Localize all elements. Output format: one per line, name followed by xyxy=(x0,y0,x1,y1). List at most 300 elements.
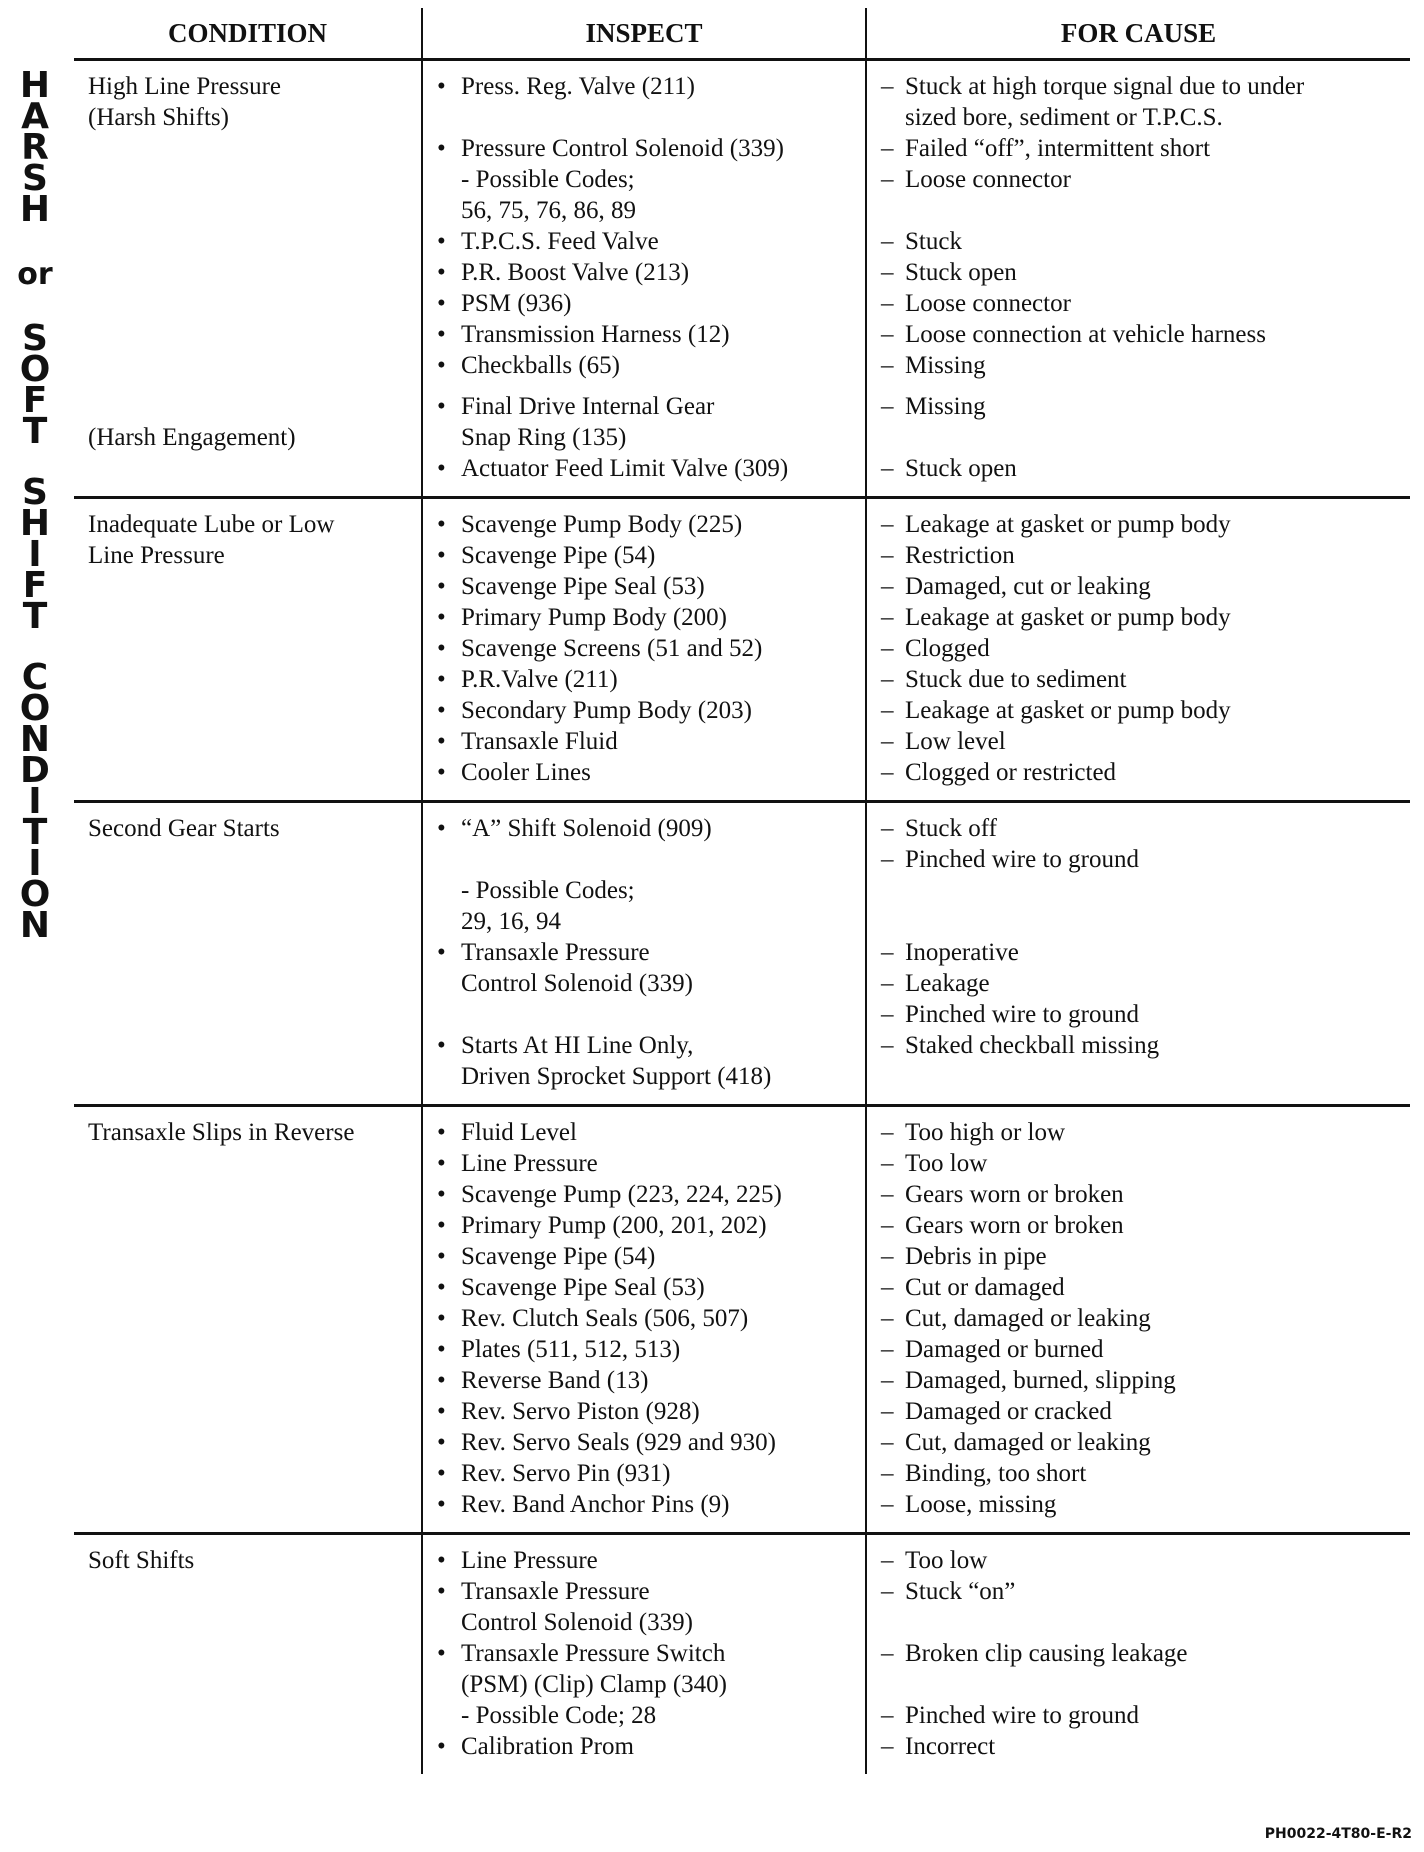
inspect-text: Transaxle Pressure Switch xyxy=(461,1640,726,1667)
header-condition: CONDITION xyxy=(74,8,422,60)
bullet-icon: • xyxy=(437,1398,446,1425)
cause-item xyxy=(881,571,1396,602)
figure-code: PH0022-4T80-E-R2 xyxy=(1264,1826,1412,1842)
bullet-icon: • xyxy=(437,1733,446,1760)
inspect-text: Actuator Feed Limit Valve (309) xyxy=(461,455,789,482)
cause-cell xyxy=(866,1534,1410,1775)
bullet-icon: • xyxy=(437,635,446,662)
cause-text: Too low xyxy=(905,1547,988,1574)
inspect-cell xyxy=(422,1106,866,1534)
inspect-item xyxy=(437,968,851,999)
spacer xyxy=(437,381,851,391)
dash-icon: – xyxy=(881,815,894,842)
cause-text: Too high or low xyxy=(905,1119,1066,1146)
inspect-text: Starts At HI Line Only, xyxy=(461,1032,694,1059)
cause-item xyxy=(881,257,1396,288)
inspect-text: Transaxle Fluid xyxy=(461,728,618,755)
spacer xyxy=(437,999,851,1030)
bullet-icon: • xyxy=(437,542,446,569)
bullet-icon: • xyxy=(437,573,446,600)
header-for-cause: FOR CAUSE xyxy=(866,8,1410,60)
cause-text: Stuck open xyxy=(905,455,1017,482)
inspect-text: Checkballs (65) xyxy=(461,352,620,379)
inspect-item xyxy=(437,1179,851,1210)
side-word-soft: S O F T xyxy=(19,318,51,452)
cause-item xyxy=(881,1427,1396,1458)
cause-text: Staked checkball missing xyxy=(905,1032,1160,1059)
bullet-icon: • xyxy=(437,511,446,538)
cause-text: Leakage at gasket or pump body xyxy=(905,604,1231,631)
inspect-item xyxy=(437,695,851,726)
dash-icon: – xyxy=(881,1032,894,1059)
inspect-item xyxy=(437,1427,851,1458)
diagnosis-table xyxy=(74,8,1410,1774)
bullet-icon: • xyxy=(437,1032,446,1059)
bullet-icon: • xyxy=(437,135,446,162)
cause-item xyxy=(881,664,1396,695)
cause-item xyxy=(881,164,1396,195)
inspect-text: Scavenge Pipe (54) xyxy=(461,542,656,569)
condition-text xyxy=(88,381,407,412)
spacer xyxy=(881,1669,1396,1700)
inspect-text: (PSM) (Clip) Clamp (340) xyxy=(461,1671,727,1698)
inspect-text: Line Pressure xyxy=(461,1150,598,1177)
inspect-text: Scavenge Pipe Seal (53) xyxy=(461,1274,705,1301)
condition-cell xyxy=(74,802,422,1106)
condition-text xyxy=(88,319,407,350)
cause-item xyxy=(881,1396,1396,1427)
bullet-icon: • xyxy=(437,228,446,255)
bullet-icon: • xyxy=(437,939,446,966)
cause-text: Pinched wire to ground xyxy=(905,1001,1139,1028)
inspect-item xyxy=(437,937,851,968)
bullet-icon: • xyxy=(437,455,446,482)
cause-text: Incorrect xyxy=(905,1733,996,1760)
dash-icon: – xyxy=(881,1243,894,1270)
cause-item xyxy=(881,102,1396,133)
condition-cell xyxy=(74,498,422,802)
spacer xyxy=(437,844,851,875)
cause-item xyxy=(881,1303,1396,1334)
dash-icon: – xyxy=(881,290,894,317)
cause-text: Pinched wire to ground xyxy=(905,1702,1139,1729)
bullet-icon: • xyxy=(437,1547,446,1574)
inspect-item xyxy=(437,602,851,633)
cause-text: Missing xyxy=(905,352,986,379)
cause-item xyxy=(881,1638,1396,1669)
inspect-text: Rev. Servo Seals (929 and 930) xyxy=(461,1429,776,1456)
cause-item xyxy=(881,226,1396,257)
inspect-text: Transaxle Pressure xyxy=(461,939,650,966)
spacer xyxy=(881,875,1396,906)
dash-icon: – xyxy=(881,455,894,482)
dash-icon: – xyxy=(881,1212,894,1239)
inspect-item xyxy=(437,1303,851,1334)
inspect-item xyxy=(437,757,851,788)
bullet-icon: • xyxy=(437,1243,446,1270)
inspect-text: Fluid Level xyxy=(461,1119,577,1146)
inspect-text: Scavenge Pump Body (225) xyxy=(461,511,743,538)
inspect-text: Rev. Servo Pin (931) xyxy=(461,1460,671,1487)
bullet-icon: • xyxy=(437,393,446,420)
inspect-item xyxy=(437,1545,851,1576)
header-inspect: INSPECT xyxy=(422,8,866,60)
dash-icon: – xyxy=(881,135,894,162)
condition-text xyxy=(88,226,407,257)
dash-icon: – xyxy=(881,1547,894,1574)
bullet-icon: • xyxy=(437,259,446,286)
dash-icon: – xyxy=(881,939,894,966)
table-row xyxy=(74,1534,1410,1775)
dash-icon: – xyxy=(881,1181,894,1208)
dash-icon: – xyxy=(881,666,894,693)
cause-text: Failed “off”, intermittent short xyxy=(905,135,1211,162)
inspect-text: “A” Shift Solenoid (909) xyxy=(461,815,712,842)
inspect-item xyxy=(437,391,851,422)
inspect-item xyxy=(437,509,851,540)
inspect-text: T.P.C.S. Feed Valve xyxy=(461,228,659,255)
condition-text: Second Gear Starts xyxy=(88,815,280,842)
bullet-icon: • xyxy=(437,73,446,100)
condition-text xyxy=(88,133,407,164)
condition-text xyxy=(88,257,407,288)
header-row xyxy=(74,8,1410,60)
cause-text: Broken clip causing leakage xyxy=(905,1640,1188,1667)
inspect-text: Rev. Clutch Seals (506, 507) xyxy=(461,1305,749,1332)
cause-cell xyxy=(866,802,1410,1106)
inspect-item xyxy=(437,1458,851,1489)
cause-item xyxy=(881,1458,1396,1489)
bullet-icon: • xyxy=(437,1491,446,1518)
inspect-text: Control Solenoid (339) xyxy=(461,970,693,997)
bullet-icon: • xyxy=(437,728,446,755)
cause-item xyxy=(881,968,1396,999)
cause-text: Inoperative xyxy=(905,939,1019,966)
cause-text: Loose, missing xyxy=(905,1491,1057,1518)
cause-item xyxy=(881,1210,1396,1241)
inspect-item xyxy=(437,664,851,695)
inspect-item xyxy=(437,813,851,844)
cause-text: Stuck “on” xyxy=(905,1578,1016,1605)
cause-text: Damaged, cut or leaking xyxy=(905,573,1151,600)
inspect-item xyxy=(437,1030,851,1061)
cause-item xyxy=(881,509,1396,540)
inspect-item xyxy=(437,571,851,602)
dash-icon: – xyxy=(881,970,894,997)
bullet-icon: • xyxy=(437,290,446,317)
dash-icon: – xyxy=(881,697,894,724)
inspect-text: Reverse Band (13) xyxy=(461,1367,649,1394)
inspect-item xyxy=(437,1334,851,1365)
cause-item xyxy=(881,726,1396,757)
condition-text xyxy=(88,350,407,381)
dash-icon: – xyxy=(881,728,894,755)
cause-text: Stuck due to sediment xyxy=(905,666,1127,693)
inspect-item xyxy=(437,1638,851,1669)
cause-text: Loose connector xyxy=(905,290,1071,317)
table-row xyxy=(74,1106,1410,1534)
cause-item xyxy=(881,1731,1396,1762)
cause-text: Damaged or burned xyxy=(905,1336,1104,1363)
inspect-cell xyxy=(422,1534,866,1775)
inspect-item xyxy=(437,1576,851,1607)
cause-item xyxy=(881,1365,1396,1396)
inspect-text: Line Pressure xyxy=(461,1547,598,1574)
cause-text: Too low xyxy=(905,1150,988,1177)
inspect-item xyxy=(437,906,851,937)
bullet-icon: • xyxy=(437,604,446,631)
condition-text xyxy=(88,195,407,226)
cause-text: Clogged xyxy=(905,635,990,662)
dash-icon: – xyxy=(881,228,894,255)
inspect-text: Scavenge Pipe (54) xyxy=(461,1243,656,1270)
cause-item xyxy=(881,633,1396,664)
dash-icon: – xyxy=(881,1640,894,1667)
condition-cell xyxy=(74,60,422,498)
dash-icon: – xyxy=(881,511,894,538)
inspect-item xyxy=(437,1607,851,1638)
inspect-text: Transmission Harness (12) xyxy=(461,321,730,348)
cause-item xyxy=(881,391,1396,422)
side-word-condition: C O N D I T I O N xyxy=(19,657,51,946)
cause-text: Binding, too short xyxy=(905,1460,1087,1487)
table-row xyxy=(74,498,1410,802)
cause-item xyxy=(881,602,1396,633)
bullet-icon: • xyxy=(437,1305,446,1332)
inspect-text: - Possible Code; 28 xyxy=(461,1702,657,1729)
side-word-or: or xyxy=(17,257,53,292)
cause-item xyxy=(881,1272,1396,1303)
bullet-icon: • xyxy=(437,759,446,786)
cause-cell xyxy=(866,60,1410,498)
dash-icon: – xyxy=(881,1733,894,1760)
cause-cell xyxy=(866,498,1410,802)
side-word-shift: S H I F T xyxy=(19,472,51,637)
inspect-text: Control Solenoid (339) xyxy=(461,1609,693,1636)
cause-text: Clogged or restricted xyxy=(905,759,1117,786)
bullet-icon: • xyxy=(437,321,446,348)
cause-item xyxy=(881,453,1396,484)
cause-text: Stuck at high torque signal due to under xyxy=(905,73,1305,100)
condition-text: High Line Pressure xyxy=(88,73,282,100)
dash-icon: – xyxy=(881,573,894,600)
inspect-text: Cooler Lines xyxy=(461,759,591,786)
table-row xyxy=(74,802,1410,1106)
cause-cell xyxy=(866,1106,1410,1534)
inspect-item xyxy=(437,1148,851,1179)
table-row xyxy=(74,60,1410,498)
dash-icon: – xyxy=(881,1429,894,1456)
inspect-text: Scavenge Screens (51 and 52) xyxy=(461,635,763,662)
inspect-item xyxy=(437,1669,851,1700)
cause-text: Gears worn or broken xyxy=(905,1212,1124,1239)
dash-icon: – xyxy=(881,604,894,631)
inspect-item xyxy=(437,350,851,381)
bullet-icon: • xyxy=(437,815,446,842)
cause-text: Pinched wire to ground xyxy=(905,846,1139,873)
spacer xyxy=(437,102,851,133)
inspect-item xyxy=(437,1117,851,1148)
inspect-text: 56, 75, 76, 86, 89 xyxy=(461,197,636,224)
cause-item xyxy=(881,71,1396,102)
inspect-text: Plates (511, 512, 513) xyxy=(461,1336,681,1363)
cause-text: Missing xyxy=(905,393,986,420)
cause-text: Cut, damaged or leaking xyxy=(905,1429,1151,1456)
spacer xyxy=(881,422,1396,453)
cause-text: Stuck xyxy=(905,228,962,255)
inspect-text: Secondary Pump Body (203) xyxy=(461,697,752,724)
spacer xyxy=(881,906,1396,937)
cause-text: Stuck off xyxy=(905,815,997,842)
inspect-item xyxy=(437,1700,851,1731)
dash-icon: – xyxy=(881,1305,894,1332)
condition-text: (Harsh Shifts) xyxy=(88,104,229,131)
dash-icon: – xyxy=(881,846,894,873)
cause-text: Loose connection at vehicle harness xyxy=(905,321,1266,348)
cause-text: Damaged or cracked xyxy=(905,1398,1112,1425)
side-word-harsh: H A R S H xyxy=(19,65,51,230)
bullet-icon: • xyxy=(437,1274,446,1301)
bullet-icon: • xyxy=(437,1150,446,1177)
condition-cell xyxy=(74,1106,422,1534)
dash-icon: – xyxy=(881,1150,894,1177)
spacer xyxy=(881,1607,1396,1638)
dash-icon: – xyxy=(881,542,894,569)
cause-text: Loose connector xyxy=(905,166,1071,193)
cause-item xyxy=(881,999,1396,1030)
cause-text: Leakage xyxy=(905,970,990,997)
cause-text: Cut or damaged xyxy=(905,1274,1065,1301)
inspect-item xyxy=(437,1731,851,1762)
inspect-item xyxy=(437,633,851,664)
inspect-item xyxy=(437,1061,851,1092)
cause-item xyxy=(881,319,1396,350)
condition-text: (Harsh Engagement) xyxy=(88,424,296,451)
inspect-text: P.R.Valve (211) xyxy=(461,666,618,693)
cause-item xyxy=(881,757,1396,788)
dash-icon: – xyxy=(881,1001,894,1028)
cause-item xyxy=(881,1030,1396,1061)
inspect-item xyxy=(437,1396,851,1427)
inspect-item xyxy=(437,875,851,906)
inspect-item xyxy=(437,226,851,257)
inspect-text: - Possible Codes; xyxy=(461,877,635,904)
bullet-icon: • xyxy=(437,697,446,724)
bullet-icon: • xyxy=(437,1429,446,1456)
cause-text: Leakage at gasket or pump body xyxy=(905,511,1231,538)
condition-cell xyxy=(74,1534,422,1775)
cause-item xyxy=(881,1545,1396,1576)
bullet-icon: • xyxy=(437,352,446,379)
dash-icon: – xyxy=(881,1460,894,1487)
dash-icon: – xyxy=(881,1119,894,1146)
inspect-text: Scavenge Pipe Seal (53) xyxy=(461,573,705,600)
dash-icon: – xyxy=(881,259,894,286)
bullet-icon: • xyxy=(437,1578,446,1605)
cause-item xyxy=(881,1576,1396,1607)
cause-item xyxy=(881,133,1396,164)
condition-text: Line Pressure xyxy=(88,542,225,569)
inspect-item xyxy=(437,1272,851,1303)
cause-text: Stuck open xyxy=(905,259,1017,286)
cause-item xyxy=(881,540,1396,571)
cause-item xyxy=(881,1179,1396,1210)
cause-item xyxy=(881,288,1396,319)
cause-text: Gears worn or broken xyxy=(905,1181,1124,1208)
condition-text xyxy=(88,288,407,319)
inspect-item xyxy=(437,540,851,571)
cause-text: Cut, damaged or leaking xyxy=(905,1305,1151,1332)
bullet-icon: • xyxy=(437,1181,446,1208)
inspect-item xyxy=(437,71,851,102)
inspect-text: Snap Ring (135) xyxy=(461,424,627,451)
cause-item xyxy=(881,1148,1396,1179)
dash-icon: – xyxy=(881,1367,894,1394)
inspect-text: P.R. Boost Valve (213) xyxy=(461,259,690,286)
dash-icon: – xyxy=(881,73,894,100)
inspect-cell xyxy=(422,498,866,802)
condition-text: Soft Shifts xyxy=(88,1547,195,1574)
inspect-text: Rev. Servo Piston (928) xyxy=(461,1398,700,1425)
cause-item xyxy=(881,1489,1396,1520)
inspect-item xyxy=(437,1365,851,1396)
cause-item xyxy=(881,350,1396,381)
inspect-item xyxy=(437,319,851,350)
bullet-icon: • xyxy=(437,1336,446,1363)
inspect-cell xyxy=(422,60,866,498)
dash-icon: – xyxy=(881,393,894,420)
inspect-text: Transaxle Pressure xyxy=(461,1578,650,1605)
inspect-item xyxy=(437,726,851,757)
dash-icon: – xyxy=(881,1578,894,1605)
spacer xyxy=(881,381,1396,391)
bullet-icon: • xyxy=(437,1119,446,1146)
inspect-text: Driven Sprocket Support (418) xyxy=(461,1063,772,1090)
inspect-text: Primary Pump (200, 201, 202) xyxy=(461,1212,767,1239)
inspect-item xyxy=(437,257,851,288)
cause-item xyxy=(881,937,1396,968)
spacer xyxy=(881,195,1396,226)
cause-text: Damaged, burned, slipping xyxy=(905,1367,1176,1394)
cause-text: Debris in pipe xyxy=(905,1243,1047,1270)
inspect-item xyxy=(437,1210,851,1241)
cause-text: Leakage at gasket or pump body xyxy=(905,697,1231,724)
inspect-text: - Possible Codes; xyxy=(461,166,635,193)
cause-item xyxy=(881,695,1396,726)
dash-icon: – xyxy=(881,1702,894,1729)
inspect-item xyxy=(437,164,851,195)
cause-item xyxy=(881,1334,1396,1365)
table-body xyxy=(74,60,1410,1775)
inspect-text: Calibration Prom xyxy=(461,1733,634,1760)
inspect-item xyxy=(437,288,851,319)
bullet-icon: • xyxy=(437,1212,446,1239)
bullet-icon: • xyxy=(437,666,446,693)
bullet-icon: • xyxy=(437,1367,446,1394)
bullet-icon: • xyxy=(437,1640,446,1667)
inspect-text: PSM (936) xyxy=(461,290,572,317)
inspect-item xyxy=(437,453,851,484)
inspect-text: Pressure Control Solenoid (339) xyxy=(461,135,784,162)
dash-icon: – xyxy=(881,352,894,379)
cause-item xyxy=(881,1241,1396,1272)
inspect-cell xyxy=(422,802,866,1106)
dash-icon: – xyxy=(881,1336,894,1363)
cause-item xyxy=(881,1700,1396,1731)
bullet-icon: • xyxy=(437,1460,446,1487)
inspect-item xyxy=(437,1489,851,1520)
inspect-text: Press. Reg. Valve (211) xyxy=(461,73,695,100)
